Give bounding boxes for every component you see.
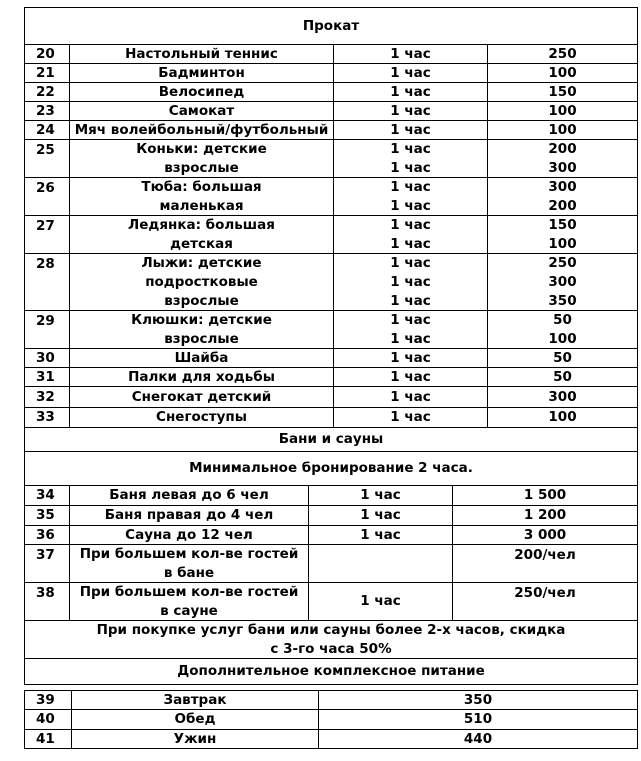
service-unit-text: 1 час: [390, 197, 431, 214]
meal-price: [318, 690, 638, 710]
service-unit-text: 1 час: [390, 216, 431, 233]
row-number-text: 36: [36, 526, 55, 543]
row-number-text: 38: [36, 585, 55, 601]
service-price-text: 1 200: [523, 507, 567, 523]
service-name-text: Снегоступы: [156, 409, 247, 425]
service-name-text: Мяч волейбольный/футбольный: [74, 121, 329, 138]
service-name-text: взрослые: [164, 292, 239, 309]
service-price-text: 350: [548, 292, 577, 309]
service-price-text: 100: [548, 102, 577, 119]
service-unit-text: 1 час: [360, 507, 401, 523]
service-name-text: Лыжи: детские: [141, 254, 262, 271]
service-name: [69, 582, 309, 621]
row-number: [24, 582, 70, 621]
service-price: [452, 582, 638, 621]
row-number-text: 39: [36, 691, 55, 708]
row-number-text: 29: [36, 313, 55, 329]
service-price-text: 100: [548, 121, 577, 138]
service-price-text: 50: [553, 311, 572, 328]
service-price: [487, 177, 638, 216]
service-unit: [333, 253, 488, 311]
service-unit-text: 1 час: [390, 388, 431, 405]
service-unit-text: 1 час: [390, 83, 431, 100]
row-number-text: 35: [36, 507, 55, 523]
row-number: [24, 101, 70, 121]
service-price-text: 300: [548, 273, 577, 290]
service-name-text: Баня левая до 6 чел: [109, 487, 269, 503]
row-number-text: 25: [36, 142, 55, 158]
row-number: [24, 367, 70, 387]
service-name-text: При большем кол-ве гостей: [79, 583, 299, 600]
service-name-text: Настольный теннис: [125, 45, 278, 62]
service-price: [487, 139, 638, 178]
service-unit-text: 1 час: [390, 409, 431, 425]
row-number: [24, 348, 70, 368]
service-price-text: 200/чел: [514, 547, 576, 563]
section-title-rental: [24, 7, 638, 45]
row-number-text: 32: [36, 388, 55, 405]
service-unit: [333, 63, 488, 83]
row-number: [24, 177, 70, 216]
service-name: [69, 544, 309, 583]
service-unit: [308, 544, 453, 583]
service-unit-text: 1 час: [360, 526, 401, 543]
row-number-text: 20: [36, 45, 55, 62]
meal-name: [71, 729, 319, 749]
section-title-meals-text: Дополнительное комплексное питание: [177, 663, 485, 679]
service-price: [452, 544, 638, 583]
service-name: [69, 485, 309, 506]
row-number-text: 30: [36, 349, 55, 366]
service-unit-text: 1 час: [390, 292, 431, 309]
row-number-text: 27: [36, 218, 55, 234]
service-price-text: 250: [548, 254, 577, 271]
row-number-text: 34: [36, 487, 55, 503]
service-name: [69, 101, 334, 121]
service-name-text: подростковые: [145, 273, 258, 290]
service-name-text: При большем кол-ве гостей: [79, 545, 299, 562]
service-price: [487, 407, 638, 428]
service-unit-text: 1 час: [390, 349, 431, 366]
row-number: [24, 139, 70, 178]
service-name: [69, 139, 334, 178]
service-name: [69, 505, 309, 526]
service-unit: [308, 582, 453, 621]
service-price: [452, 525, 638, 545]
service-name-text: Клюшки: детские: [131, 311, 272, 328]
service-unit-text: 1 час: [390, 273, 431, 290]
meal-price-text: 510: [463, 711, 493, 727]
row-number: [24, 729, 72, 749]
row-number: [24, 544, 70, 583]
row-number: [24, 82, 70, 102]
row-number-text: 22: [36, 83, 55, 100]
baths-booking-note-text: Минимальное бронирование 2 часа.: [189, 460, 473, 476]
service-price: [487, 253, 638, 311]
row-number: [24, 407, 70, 428]
meal-name: [71, 690, 319, 710]
section-title-baths-text: Бани и сауны: [278, 431, 384, 447]
service-name-text: в бане: [163, 564, 215, 581]
meal-price: [318, 709, 638, 730]
service-unit-text: 1 час: [390, 311, 431, 328]
row-number: [24, 525, 70, 545]
meal-name: [71, 709, 319, 730]
row-number: [24, 63, 70, 83]
service-price-text: 150: [548, 83, 577, 100]
service-name: [69, 215, 334, 254]
service-unit-text: 1 час: [360, 593, 401, 609]
service-name: [69, 386, 334, 408]
service-unit-text: 1 час: [390, 254, 431, 271]
row-number: [24, 44, 70, 64]
service-price: [487, 44, 638, 64]
service-price: [452, 505, 638, 526]
service-price-text: 100: [548, 235, 577, 252]
service-unit-text: 1 час: [390, 140, 431, 157]
service-unit: [308, 505, 453, 526]
row-number: [24, 386, 70, 408]
service-name: [69, 310, 334, 349]
row-number: [24, 505, 70, 526]
service-unit: [308, 485, 453, 506]
service-price: [487, 367, 638, 387]
service-unit: [333, 348, 488, 368]
service-unit-text: 1 час: [390, 121, 431, 138]
service-name-text: Самокат: [168, 102, 235, 119]
service-name-text: в сауне: [160, 602, 218, 619]
service-price: [487, 386, 638, 408]
row-number-text: 28: [36, 256, 55, 272]
service-name: [69, 367, 334, 387]
row-number-text: 37: [36, 547, 55, 563]
service-unit: [333, 367, 488, 387]
service-price-text: 50: [553, 368, 572, 385]
row-number-text: 31: [36, 368, 55, 385]
row-number: [24, 120, 70, 140]
service-unit: [333, 82, 488, 102]
service-price: [487, 120, 638, 140]
service-unit: [333, 44, 488, 64]
service-price-text: 100: [548, 330, 577, 347]
service-name: [69, 120, 334, 140]
baths-discount-note: [24, 620, 638, 659]
row-number-text: 26: [36, 180, 55, 196]
service-unit: [333, 407, 488, 428]
meal-price-text: 350: [463, 691, 493, 708]
meal-price-text: 440: [463, 730, 493, 747]
meal-name-text: Завтрак: [163, 691, 227, 708]
row-number-text: 24: [36, 121, 55, 138]
service-name-text: Велосипед: [158, 83, 245, 100]
service-price-text: 100: [548, 64, 577, 81]
service-price: [487, 82, 638, 102]
row-number: [24, 310, 70, 349]
service-name-text: Шайба: [174, 349, 229, 366]
service-name-text: маленькая: [159, 197, 244, 214]
meal-name-text: Обед: [174, 711, 216, 727]
row-number: [24, 485, 70, 506]
section-title-baths: [24, 427, 638, 452]
meal-price: [318, 729, 638, 749]
meal-name-text: Ужин: [173, 730, 217, 747]
row-number: [24, 690, 72, 710]
service-unit-text: 1 час: [390, 64, 431, 81]
service-unit: [333, 215, 488, 254]
service-unit: [333, 310, 488, 349]
service-name: [69, 525, 309, 545]
row-number: [24, 253, 70, 311]
service-price-text: 50: [553, 349, 572, 366]
service-name-text: Сауна до 12 чел: [125, 526, 253, 543]
service-price-text: 250: [548, 45, 577, 62]
service-price-text: 1 500: [523, 487, 567, 503]
service-price-text: 300: [548, 178, 577, 195]
row-number: [24, 215, 70, 254]
row-number-text: 40: [36, 711, 55, 727]
service-price: [487, 63, 638, 83]
service-name-text: Баня правая до 4 чел: [104, 507, 274, 523]
service-unit: [333, 177, 488, 216]
baths-booking-note: [24, 451, 638, 486]
service-name: [69, 348, 334, 368]
service-unit-text: 1 час: [390, 45, 431, 62]
service-name: [69, 253, 334, 311]
service-name-text: взрослые: [164, 330, 239, 347]
service-name-text: взрослые: [164, 159, 239, 176]
service-unit-text: 1 час: [360, 487, 401, 503]
service-price-text: 3 000: [523, 526, 567, 543]
service-price-text: 300: [548, 159, 577, 176]
row-number-text: 23: [36, 102, 55, 119]
service-unit-text: 1 час: [390, 235, 431, 252]
section-title-rental-text: Прокат: [302, 17, 360, 34]
service-unit: [333, 139, 488, 178]
service-price: [487, 310, 638, 349]
service-name: [69, 177, 334, 216]
service-name: [69, 63, 334, 83]
row-number-text: 41: [36, 730, 55, 747]
baths-discount-note-text: При покупке услуг бани или сауны более 2-х часов, скидка: [96, 621, 566, 638]
service-name: [69, 407, 334, 428]
service-price-text: 250/чел: [514, 585, 576, 601]
service-name-text: Палки для ходьбы: [128, 368, 275, 385]
service-price: [487, 101, 638, 121]
service-name-text: Снегокат детский: [131, 388, 272, 405]
service-name: [69, 44, 334, 64]
service-price-text: 300: [548, 388, 577, 405]
service-name-text: Тюба: большая: [141, 178, 262, 195]
service-unit-text: 1 час: [390, 159, 431, 176]
service-price: [452, 485, 638, 506]
service-name-text: детская: [170, 235, 233, 252]
service-price: [487, 215, 638, 254]
row-number-text: 21: [36, 64, 55, 81]
row-number: [24, 709, 72, 730]
service-name-text: Ледянка: большая: [128, 216, 275, 233]
service-price-text: 200: [548, 140, 577, 157]
service-unit: [333, 120, 488, 140]
service-unit-text: 1 час: [390, 178, 431, 195]
row-number-text: 33: [36, 409, 55, 425]
service-name: [69, 82, 334, 102]
baths-discount-note-text: с 3-го часа 50%: [270, 640, 392, 657]
service-unit-text: 1 час: [390, 368, 431, 385]
service-price-text: 200: [548, 197, 577, 214]
service-price-text: 100: [548, 409, 577, 425]
service-price-text: 150: [548, 216, 577, 233]
service-price: [487, 348, 638, 368]
service-unit-text: 1 час: [390, 330, 431, 347]
service-unit: [333, 101, 488, 121]
service-name-text: Бадминтон: [158, 64, 245, 81]
service-unit: [308, 525, 453, 545]
service-name-text: Коньки: детские: [136, 140, 267, 157]
service-unit: [333, 386, 488, 408]
section-title-meals: [24, 658, 638, 685]
service-unit-text: 1 час: [390, 102, 431, 119]
